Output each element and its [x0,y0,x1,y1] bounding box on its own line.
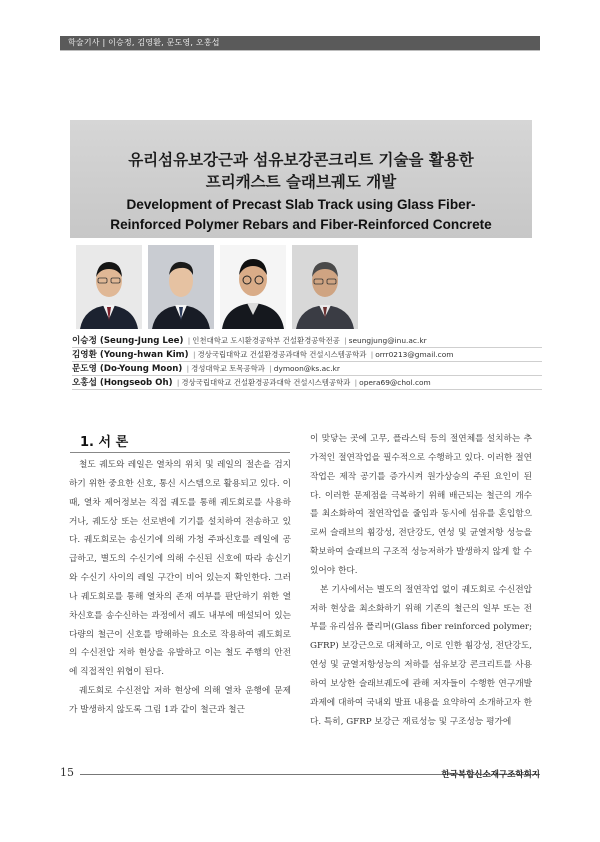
author-affiliation: 경상국립대학교 건설환경공과대학 건설시스템공학과 [181,378,351,387]
body-paragraph: 본 기사에서는 별도의 절연작업 없이 궤도회로 수신전압 저하 현상을 최소화하기 위해 기존의 철근의 일부 또는 전부를 유리섬유 폴리머(Glass fiber reinforced polymer; GFRP) 보강근으로 대체하고, 이로 인한 휨강성, 전단강도, 연성 및 균열저항성능의 저하를 섬유보강 콘크리트를 사용하여 보상한 슬래브궤도에 관해 저자들이 수행한 연구개발 과제에 대하여 국내외 발표 내용을 요약하여 소개하고자 한다. 특히, GFRP 보강근 재료성능 및 구조성능 평가에 [310,584,532,727]
title-korean-line2: 프리캐스트 슬래브궤도 개발 [205,173,397,191]
author-email: opera69@chol.com [359,378,431,387]
author-affiliation: 인천대학교 도시환경공학부 건설환경공학전공 [192,336,340,345]
title-korean-line1: 유리섬유보강근과 섬유보강콘크리트 기술을 활용한 [128,151,474,169]
journal-name: 한국복합신소재구조학회지 [441,770,540,780]
page-number: 15 [60,766,74,779]
author-entry: 김영환 (Young-hwan Kim) | 경상국립대학교 건설환경공과대학 건설시스템공학과 | orrr0213@gmail.com [72,348,542,362]
body-paragraph: 궤도회로 수신전압 저하 현상에 의해 열차 운행에 문제가 발생하지 않도록 그림 1과 같이 철근과 철근 [69,686,291,715]
body-paragraph: 철도 궤도와 레일은 열차의 위치 및 레일의 절손을 검지하기 위한 중요한 신호, 통신 시스템으로 활용되고 있다. 이때, 열차 제어정보는 직접 궤도를 통해 궤도회로를 사용하거나, 궤도상 또는 선로변에 기기를 설치하여 전송하고 있다. 궤도회로는 송신기에 의해 가청 주파신호를 레일에 공급하고, 별도의 수신기에 의해 수신된 신호에 따라 송신기와 수신기 사이의 레일 구간이 비어 있는지 확인한다. 그러나 궤도회로를 통해 열차의 존재 여부를 판단하기 위한 열차신호를 송수신하는 과정에서 궤도 내부에 매설되어 있는 다량의 철근이 신호를 방해하는 요소로 작용하여 궤도회로의 수신전압 저하 현상을 유발하고 이는 철도 주행의 안전에 직접적인 위협이 된다. [69,460,291,678]
author-name: 오홍섭 (Hongseob Oh) [72,378,173,388]
author-affiliation: 경성대학교 토목공학과 [191,364,265,373]
author-entry: 문도영 (Do-Young Moon) | 경성대학교 토목공학과 | dymoon@ks.ac.kr [72,362,542,376]
author-photos [76,245,376,333]
author-name: 김영환 (Young-hwan Kim) [72,350,189,360]
author-photo-4 [292,245,358,329]
author-photo-1 [76,245,142,329]
author-name: 문도영 (Do-Young Moon) [72,364,183,374]
author-photo-2 [148,245,214,329]
section-divider [70,452,290,453]
body-column-left [69,456,291,720]
author-photo-3 [220,245,286,329]
section-heading: 1. 서 론 [80,435,129,450]
author-affiliation: 경상국립대학교 건설환경공과대학 건설시스템공학과 [197,350,367,359]
body-column-right [310,430,532,732]
title-box [70,120,532,238]
author-email: seungjung@inu.ac.kr [348,336,427,345]
title-english-line1: Development of Precast Slab Track using Glass Fiber- [126,197,476,212]
author-email: orrr0213@gmail.com [375,350,454,359]
author-entry: 이승정 (Seung-Jung Lee) | 인천대학교 도시환경공학부 건설환경공학전공 | seungjung@inu.ac.kr [72,334,542,348]
author-list [72,334,542,390]
author-name: 이승정 (Seung-Jung Lee) [72,336,184,346]
header-divider [60,50,540,51]
author-email: dymoon@ks.ac.kr [273,364,340,373]
running-header [60,36,540,50]
running-header-text: 학술기사 | 이승정, 김영환, 문도영, 오홍섭 [68,38,220,47]
body-paragraph: 이 맞닿는 곳에 고무, 플라스틱 등의 절연체를 설치하는 추가적인 절연작업을 필수적으로 수행하고 있다. 이러한 절연작업은 제작 공기를 증가시켜 원가상승의 주된 요인이 된다. 이러한 문제점을 극복하기 위해 배근되는 철근의 개수를 최소화하여 절연작업을 줄임과 동시에 섬유를 혼입함으로써 슬래브의 휨강성, 전단강도, 연성 및 균열저항 성능을 확보하여 슬래브의 구조적 성능저하가 발생하지 않게 할 수 있어야 한다. [310,434,532,576]
author-entry: 오홍섭 (Hongseob Oh) | 경상국립대학교 건설환경공과대학 건설시스템공학과 | opera69@chol.com [72,376,542,390]
title-english-line2: Reinforced Polymer Rebars and Fiber-Reinforced Concrete [110,217,492,232]
